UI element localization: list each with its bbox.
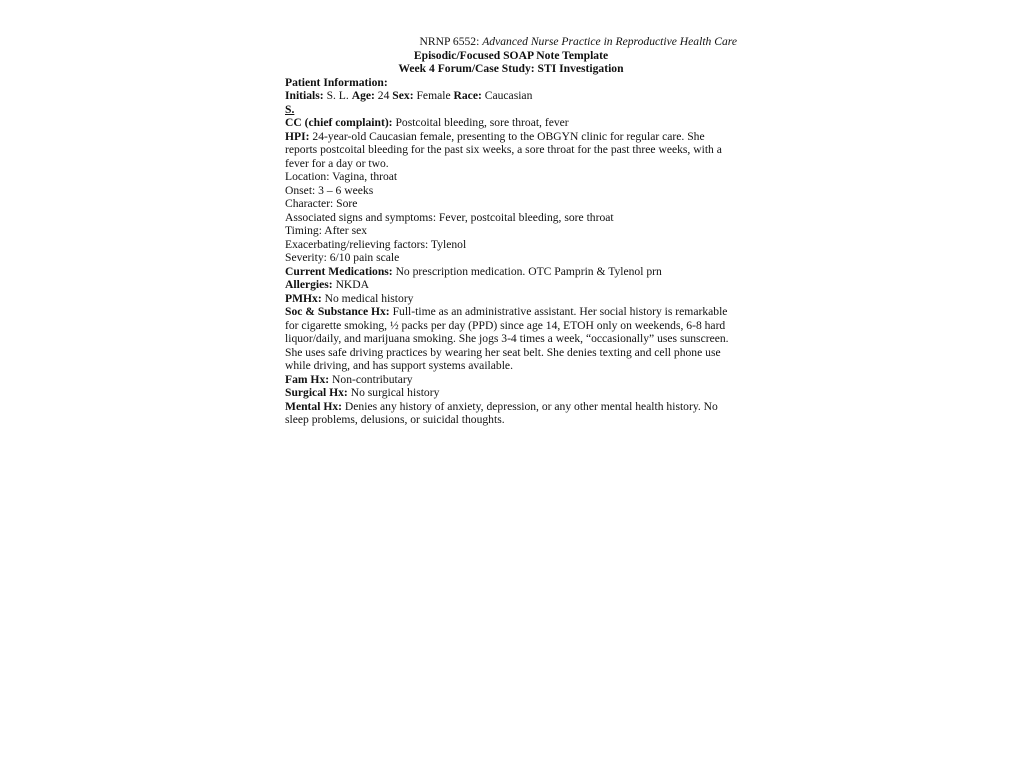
current-medications	[285, 265, 737, 279]
pmhx-label: PMHx:	[285, 291, 322, 305]
initials-label: Initials:	[285, 89, 324, 102]
subjective-heading-text: S.	[285, 102, 295, 116]
hpi-associated-symptoms: Associated signs and symptoms: Fever, postcoital bleeding, sore throat	[285, 210, 614, 224]
social-substance-history	[285, 305, 737, 373]
surgical-history-label: Surgical Hx:	[285, 386, 348, 399]
patient-info-heading	[285, 76, 737, 90]
surgical-history-text: No surgical history	[350, 386, 440, 399]
hpi-timing: Timing: After sex	[285, 224, 368, 237]
age-value: 24	[377, 89, 390, 102]
allergies-label: Allergies:	[285, 278, 333, 291]
mental-history-text: Denies any history of anxiety, depression, or any other mental health history. No sleep problems, delusions, or suicidal thoughts.	[285, 399, 718, 426]
initials-value: S. L.	[326, 89, 349, 102]
hpi-text: 24-year-old Caucasian female, presenting to the OBGYN clinic for regular care. She reports postcoital bleeding for the past six weeks, a sore throat for the past three weeks, with a fever for a day or two.	[285, 129, 722, 170]
soap-note-document	[285, 35, 737, 427]
hpi-label: HPI:	[285, 129, 310, 143]
mental-history-label: Mental Hx:	[285, 399, 342, 413]
age-label: Age:	[351, 89, 375, 102]
social-substance-history-label: Soc & Substance Hx:	[285, 305, 390, 318]
patient-demographics	[285, 89, 737, 103]
course-title: Advanced Nurse Practice in Reproductive Health Care	[482, 35, 737, 48]
allergies-text: NKDA	[335, 278, 370, 291]
hpi-onset: Onset: 3 – 6 weeks	[285, 183, 374, 197]
hpi-exacerbating-relieving: Exacerbating/relieving factors: Tylenol	[285, 237, 467, 251]
patient-info-heading-text: Patient Information:	[285, 75, 388, 89]
course-code: NRNP 6552:	[419, 35, 480, 48]
course-header	[285, 35, 737, 49]
allergies	[285, 278, 737, 292]
current-medications-label: Current Medications:	[285, 264, 393, 278]
mental-history	[285, 400, 737, 427]
surgical-history	[285, 386, 737, 400]
note-title: Episodic/Focused SOAP Note Template	[413, 48, 609, 62]
chief-complaint-label: CC (chief complaint):	[285, 116, 393, 129]
hpi-severity: Severity: 6/10 pain scale	[285, 251, 400, 264]
hpi-location: Location: Vagina, throat	[285, 170, 398, 183]
family-history	[285, 373, 737, 387]
social-substance-history-text: Full-time as an administrative assistant. Her social history is remarkable for cigarette smoking, ½ packs per day (PPD) since age 14, ETOH only on weekends, 6-8 hard liquor/daily, and marijuana smoking. She jogs 3-4 times a week, “occasionally” uses sunscreen. She uses safe driving practices by wearing her seat belt. She denies texting and cell phone use while driving, and has support systems available.	[285, 305, 729, 372]
current-medications-text: No prescription medication. OTC Pamprin & Tylenol prn	[395, 264, 662, 278]
hpi	[285, 130, 737, 171]
case-study-title: Week 4 Forum/Case Study: STI Investigation	[398, 62, 624, 75]
sex-value: Female	[416, 89, 451, 102]
pmhx	[285, 292, 737, 306]
chief-complaint-text: Postcoital bleeding, sore throat, fever	[395, 116, 569, 129]
race-value: Caucasian	[484, 89, 533, 102]
race-label: Race:	[453, 89, 482, 102]
family-history-label: Fam Hx:	[285, 372, 330, 386]
hpi-character: Character: Sore	[285, 197, 358, 210]
chief-complaint	[285, 116, 737, 130]
sex-label: Sex:	[392, 89, 414, 102]
pmhx-text: No medical history	[324, 291, 414, 305]
family-history-text: Non-contributary	[332, 372, 413, 386]
subjective-heading	[285, 103, 737, 117]
